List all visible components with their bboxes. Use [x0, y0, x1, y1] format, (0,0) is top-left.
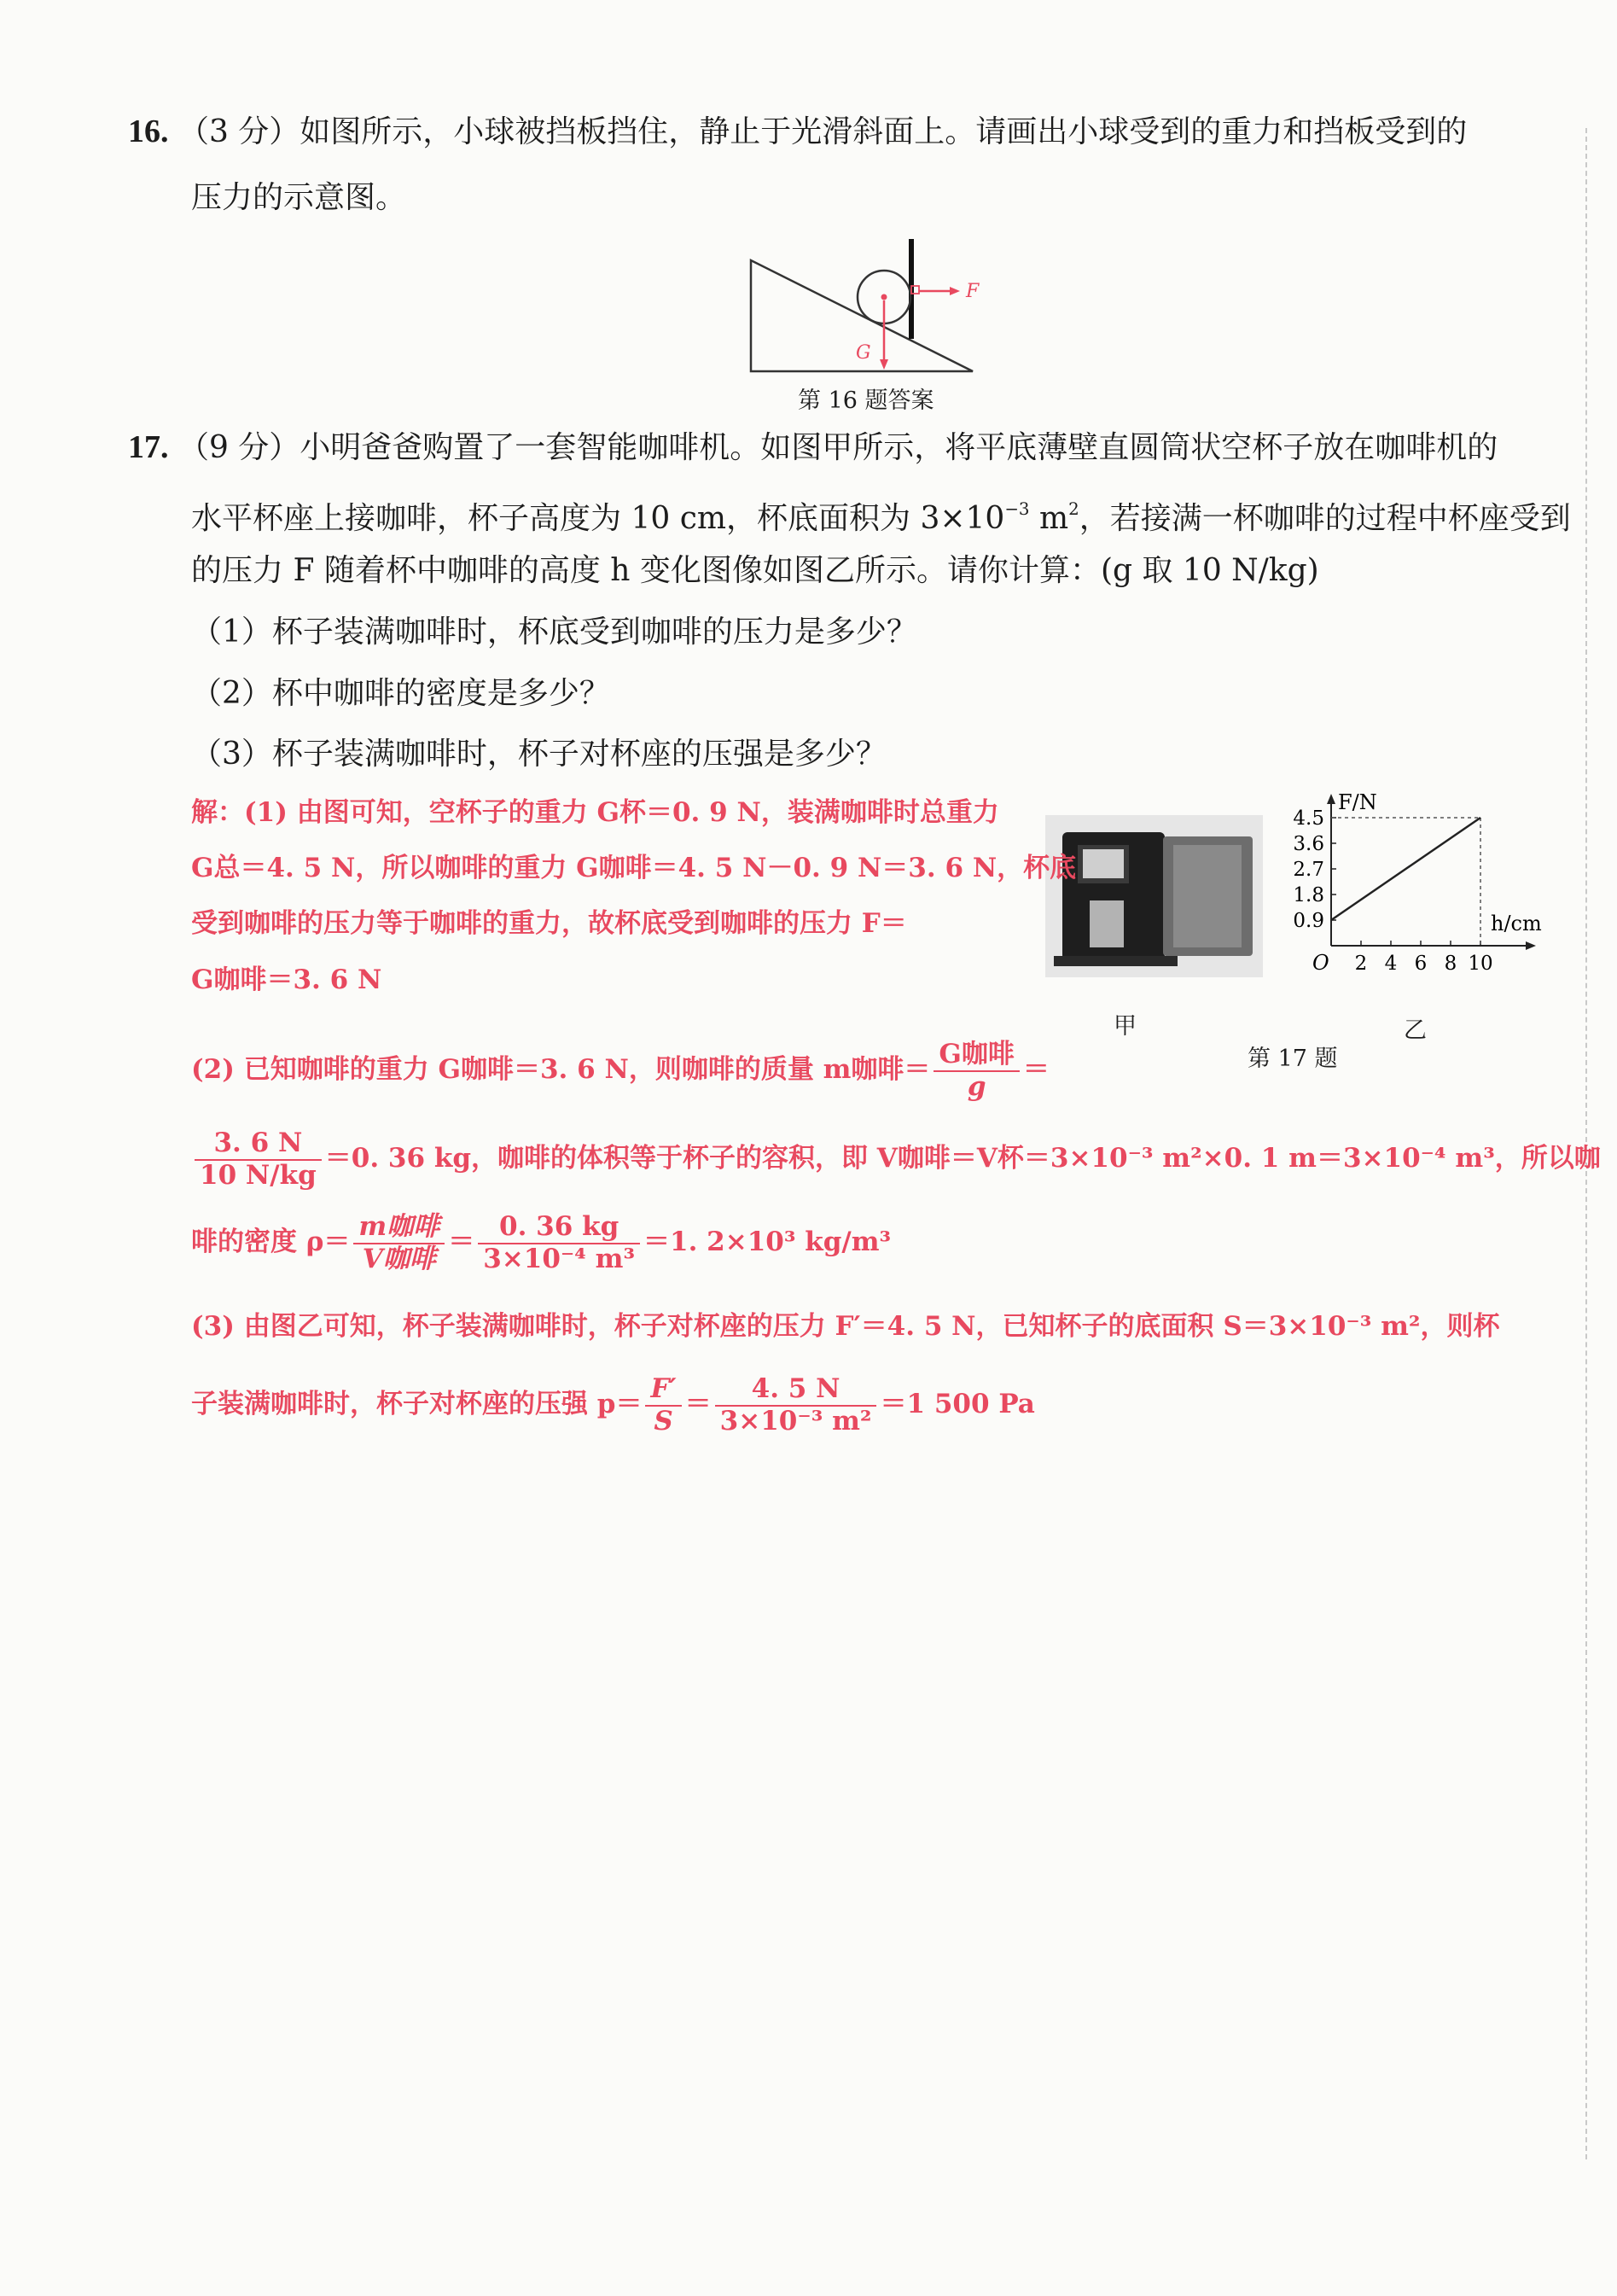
- answer-2-line3: 啡的密度 ρ＝ $\frac{\text{m咖啡}}{\text{V咖啡}}$ ＝ $\frac{0. 36 kg}{\text{3×10⁻⁴ m³}}$ ＝1. 2×10³ kg/m³: [191, 1211, 892, 1274]
- origin-label: O: [1312, 951, 1329, 975]
- fraction-pressure-symbolic: $\frac{F'}{S}$: [645, 1374, 681, 1436]
- answer-2-text: (2) 已知咖啡的重力 G咖啡＝3. 6 N，则咖啡的质量 m咖啡＝: [191, 1054, 931, 1086]
- ball-center: [881, 294, 887, 300]
- answer-2-line2: [191, 1128, 1601, 1191]
- q17-line2-exp2: 2: [1068, 499, 1079, 519]
- answer-2-eq: ＝: [1022, 1054, 1050, 1086]
- gravity-G-label: G: [856, 342, 871, 364]
- y-tick-label: 0.9: [1293, 910, 1324, 932]
- fraction-mass: $\frac{3. 6 N}{10 N/kg}$: [195, 1128, 322, 1191]
- q16-text: （3 分）如图所示，小球被挡板挡住，静止于光滑斜面上。请画出小球受到的重力和挡板受到的: [177, 114, 1468, 149]
- force-height-chart: [1271, 784, 1562, 980]
- q17-line2-b: m: [1029, 500, 1069, 536]
- answer-2-line2-text: ＝0. 36 kg，咖啡的体积等于杯子的容积，即 V咖啡＝V杯＝3×10⁻³ m²×0. 1 m＝3×10⁻⁴ m³，所以咖: [324, 1143, 1601, 1174]
- fraction-pressure-values: $\frac{4. 5 N}{\text{3×10⁻³ m²}}$: [715, 1374, 877, 1436]
- answer-1-line3: 受到咖啡的压力等于咖啡的重力，故杯底受到咖啡的压力 F＝: [191, 908, 907, 939]
- q16-caption: 第 16 题答案: [798, 388, 934, 414]
- answer-2-line3-a: 啡的密度 ρ＝: [191, 1227, 351, 1258]
- y-tick-label: 3.6: [1293, 833, 1324, 855]
- answer-2-line1: [191, 1040, 1050, 1102]
- answer-1-line2: G总＝4. 5 N，所以咖啡的重力 G咖啡＝4. 5 N－0. 9 N＝3. 6 N，杯底: [191, 853, 1077, 883]
- q17-line2: [191, 489, 1571, 539]
- q17-line3: 的压力 F 随着杯中咖啡的高度 h 变化图像如图乙所示。请你计算：(g 取 10 N/kg): [191, 553, 1319, 588]
- x-tick-label: 8: [1444, 953, 1457, 975]
- fraction-density-symbolic: $\frac{\text{m咖啡}}{\text{V咖啡}}$: [353, 1212, 445, 1274]
- y-tick-label: 1.8: [1293, 884, 1324, 906]
- q17-line2-a: 水平杯座上接咖啡，杯子高度为 10 cm，杯底面积为 3×10: [191, 500, 1005, 536]
- answer-2-line3-b: ＝1. 2×10³ kg/m³: [643, 1227, 892, 1258]
- q16-line1: [128, 111, 1467, 153]
- q17-sub1: （1）杯子装满咖啡时，杯底受到咖啡的压力是多少？: [191, 615, 917, 650]
- x-tick-label: 4: [1384, 953, 1398, 975]
- q17-caption: 第 17 题: [1248, 1046, 1338, 1072]
- q17-sub3: （3）杯子装满咖啡时，杯子对杯座的压强是多少？: [191, 737, 887, 772]
- q17-line2-exp: −3: [1004, 499, 1030, 519]
- x-tick-label: 6: [1414, 953, 1428, 975]
- answer-3-line2-a: 子装满咖啡时，杯子对杯座的压强 p＝: [191, 1389, 643, 1420]
- q16-figure: [742, 235, 1024, 380]
- x-axis-label: h/cm: [1491, 912, 1542, 935]
- answer-3-line2-b: ＝1 500 Pa: [880, 1389, 1035, 1420]
- answer-1-line4: G咖啡＝3. 6 N: [191, 964, 382, 995]
- q17-sub2: （2）杯中咖啡的密度是多少？: [191, 676, 610, 711]
- q16-line2: 压力的示意图。: [191, 180, 407, 215]
- x-tick-label: 10: [1468, 953, 1493, 975]
- y-axis-label: F/N: [1338, 790, 1377, 814]
- y-axis-arrow: [1327, 794, 1335, 804]
- y-tick-label: 4.5: [1293, 807, 1324, 830]
- answer-3-line2: 子装满咖啡时，杯子对杯座的压强 p＝ $\frac{F'}{S}$ ＝ $\frac{4. 5 N}{\text{3×10⁻³ m²}}$ ＝1 500 Pa: [191, 1373, 1035, 1436]
- q16-number: 16.: [128, 114, 169, 149]
- graph-label: 乙: [1404, 1017, 1427, 1044]
- photo-label: 甲: [1114, 1013, 1137, 1040]
- fraction-density-values: $\frac{0. 36 kg}{\text{3×10⁻⁴ m³}}$: [478, 1212, 640, 1274]
- x-tick-label: 2: [1354, 953, 1368, 975]
- y-tick-label: 2.7: [1293, 859, 1324, 881]
- q17-text: （9 分）小明爸爸购置了一套智能咖啡机。如图甲所示，将平底薄壁直圆筒状空杯子放在咖啡机的: [177, 430, 1498, 465]
- answer-3-line1: (3) 由图乙可知，杯子装满咖啡时，杯子对杯座的压力 F′＝4. 5 N，已知杯子的底面积 S＝3×10⁻³ m²，则杯: [191, 1311, 1500, 1342]
- coffee-machine-photo: [1045, 815, 1263, 977]
- x-axis-arrow: [1526, 941, 1536, 950]
- answer-1-line1: 解：(1) 由图可知，空杯子的重力 G杯＝0. 9 N，装满咖啡时总重力: [191, 797, 999, 828]
- force-F-label: F: [966, 281, 980, 302]
- q17-line2-c: ，若接满一杯咖啡的过程中杯座受到: [1079, 500, 1571, 536]
- q17-line1: [128, 427, 1498, 469]
- fraction-g: $\frac{\text{G咖啡}}{g}$: [934, 1040, 1019, 1102]
- q17-number: 17.: [128, 429, 169, 465]
- series-line: [1331, 818, 1480, 920]
